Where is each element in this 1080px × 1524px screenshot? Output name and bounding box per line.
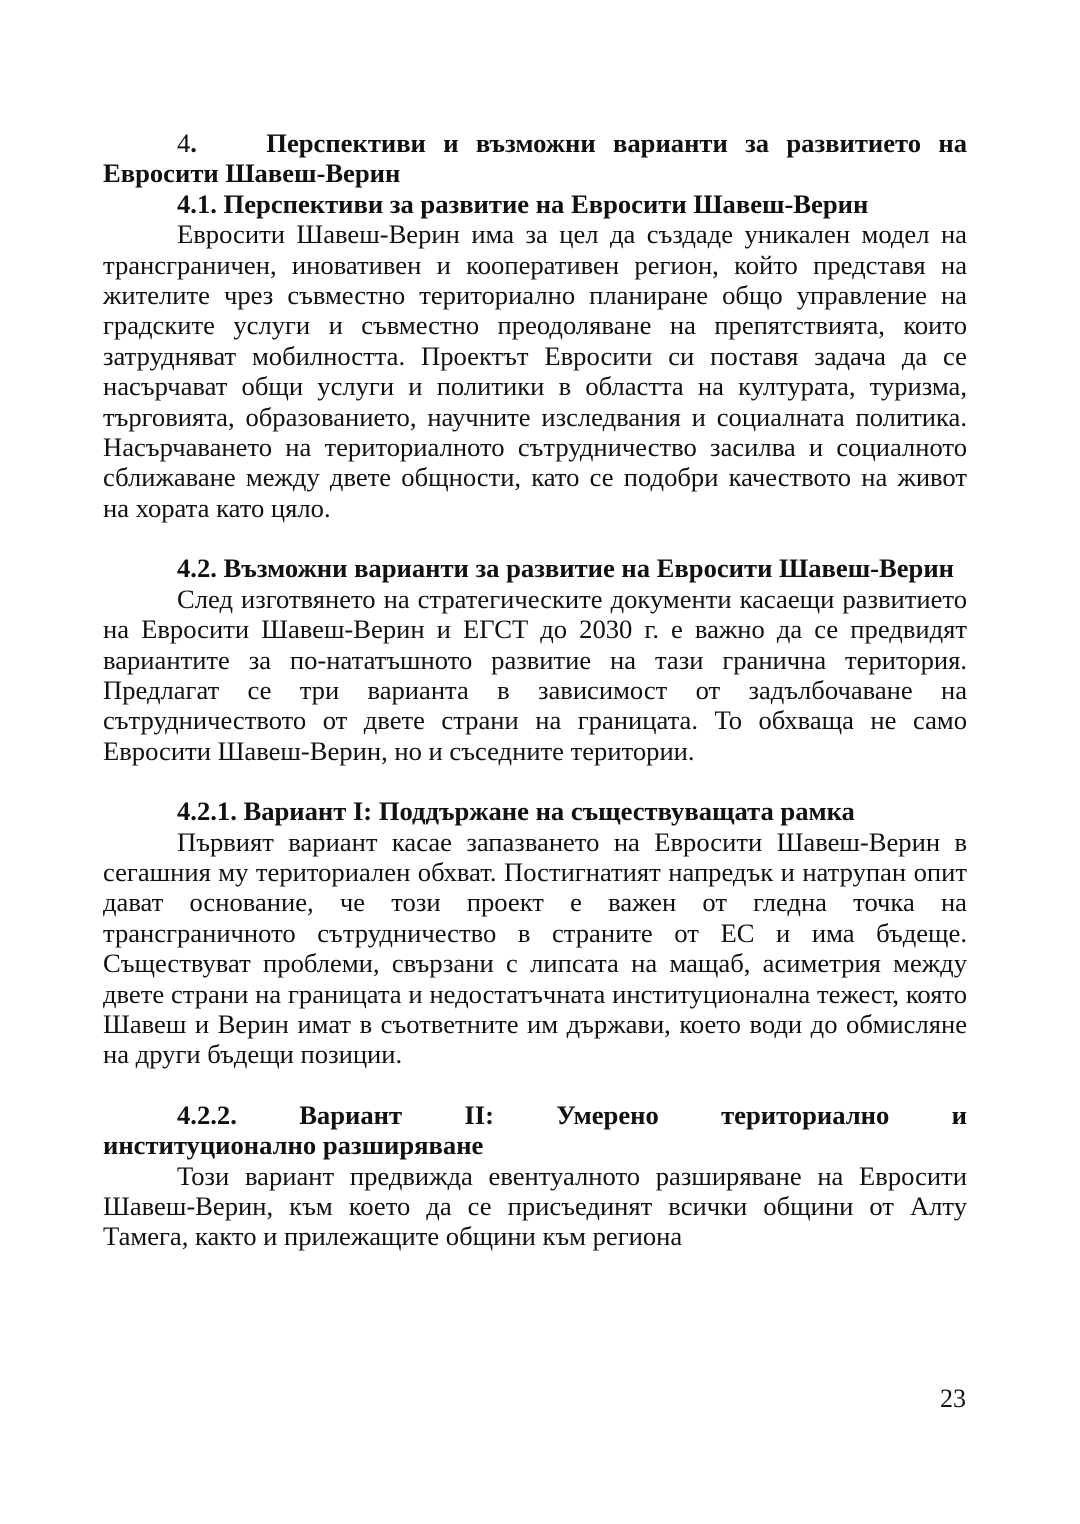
- section-4-2-1-heading: 4.2.1. Вариант I: Поддържане на съществуващата рамка: [177, 796, 855, 827]
- page-number: 23: [940, 1384, 966, 1413]
- spacer: [103, 766, 967, 796]
- section-4-2-2-heading-word: териториално: [721, 1099, 890, 1130]
- section-4-2-1-paragraph: Първият вариант касае запазването на Евросити Шавеш-Верин в сегашния му териториален обхват. Постигнатият напредък и натрупан опит дават основание, че този проект е важен от гледна точка на трансграничното сътрудничество в страните от ЕС и има бъдеще. Съществуват проблеми, свързани с липсата на мащаб, асиметрия между двете страни на границата и недостатъчната институционална тежест, която Шавеш и Верин имат в съответните им държави, което води до обмисляне на други бъдещи позиции.: [103, 826, 967, 1070]
- section-4-dot: .: [190, 128, 197, 158]
- section-4-2-2-heading: [103, 1100, 967, 1130]
- section-4-2-2-heading-word: Вариант: [299, 1099, 403, 1130]
- spacer: [103, 523, 967, 553]
- section-4-number: 4: [177, 128, 191, 158]
- section-4-2-2-heading-word: Умерено: [556, 1099, 659, 1130]
- section-4-2-heading: 4.2. Възможни варианти за развитие на Евросити Шавеш-Верин: [177, 553, 954, 584]
- section-4-title: Перспективи и възможни варианти за развитието на Евросити Шавеш-Верин: [103, 128, 967, 189]
- section-4-2-2-heading-line2: институционално разширяване: [103, 1130, 484, 1161]
- section-4-2-2-heading-word: II:: [464, 1099, 494, 1130]
- section-4-2-2-heading-word: и: [951, 1099, 967, 1130]
- section-4-2-2-heading-word: 4.2.2.: [177, 1099, 237, 1130]
- section-4-2-2-paragraph: Този вариант предвижда евентуалното разширяване на Евросити Шавеш-Верин, към което да се присъединят всички общини от Алту Тамега, както и прилежащите общини към региона: [103, 1160, 967, 1252]
- document-page: [103, 128, 967, 1252]
- section-4-1-heading: 4.1. Перспективи за развитие на Евросити Шавеш-Верин: [177, 188, 869, 219]
- section-4-heading: [103, 128, 967, 189]
- section-4-1-paragraph: Евросити Шавеш-Верин има за цел да създаде уникален модел на трансграничен, иновативен и кооперативен регион, който представя на жителите чрез съвместно териториално планиране общо управление на градските услуги и съвместно преодоляване на препятствията, които затрудняват мобилността. Проектът Евросити си поставя задача да се насърчават общи услуги и политики в областта на културата, туризма, търговията, образованието, научните изследвания и социалната политика. Насърчаването на териториалното сътрудничество засилва и социалното сближаване между двете общности, като се подобри качеството на живот на хората като цяло.: [103, 219, 967, 523]
- spacer: [103, 1070, 967, 1100]
- section-4-2-paragraph: След изготвянето на стратегическите документи касаещи развитието на Евросити Шавеш-Верин и ЕГСТ до 2030 г. е важно да се предвидят вариантите за по-нататъшното развитие на тази гранична територия. Предлагат се три варианта в зависимост от задълбочаване на сътрудничеството от двете страни на границата. То обхваща не само Евросити Шавеш-Верин, но и съседните територии.: [103, 583, 967, 766]
